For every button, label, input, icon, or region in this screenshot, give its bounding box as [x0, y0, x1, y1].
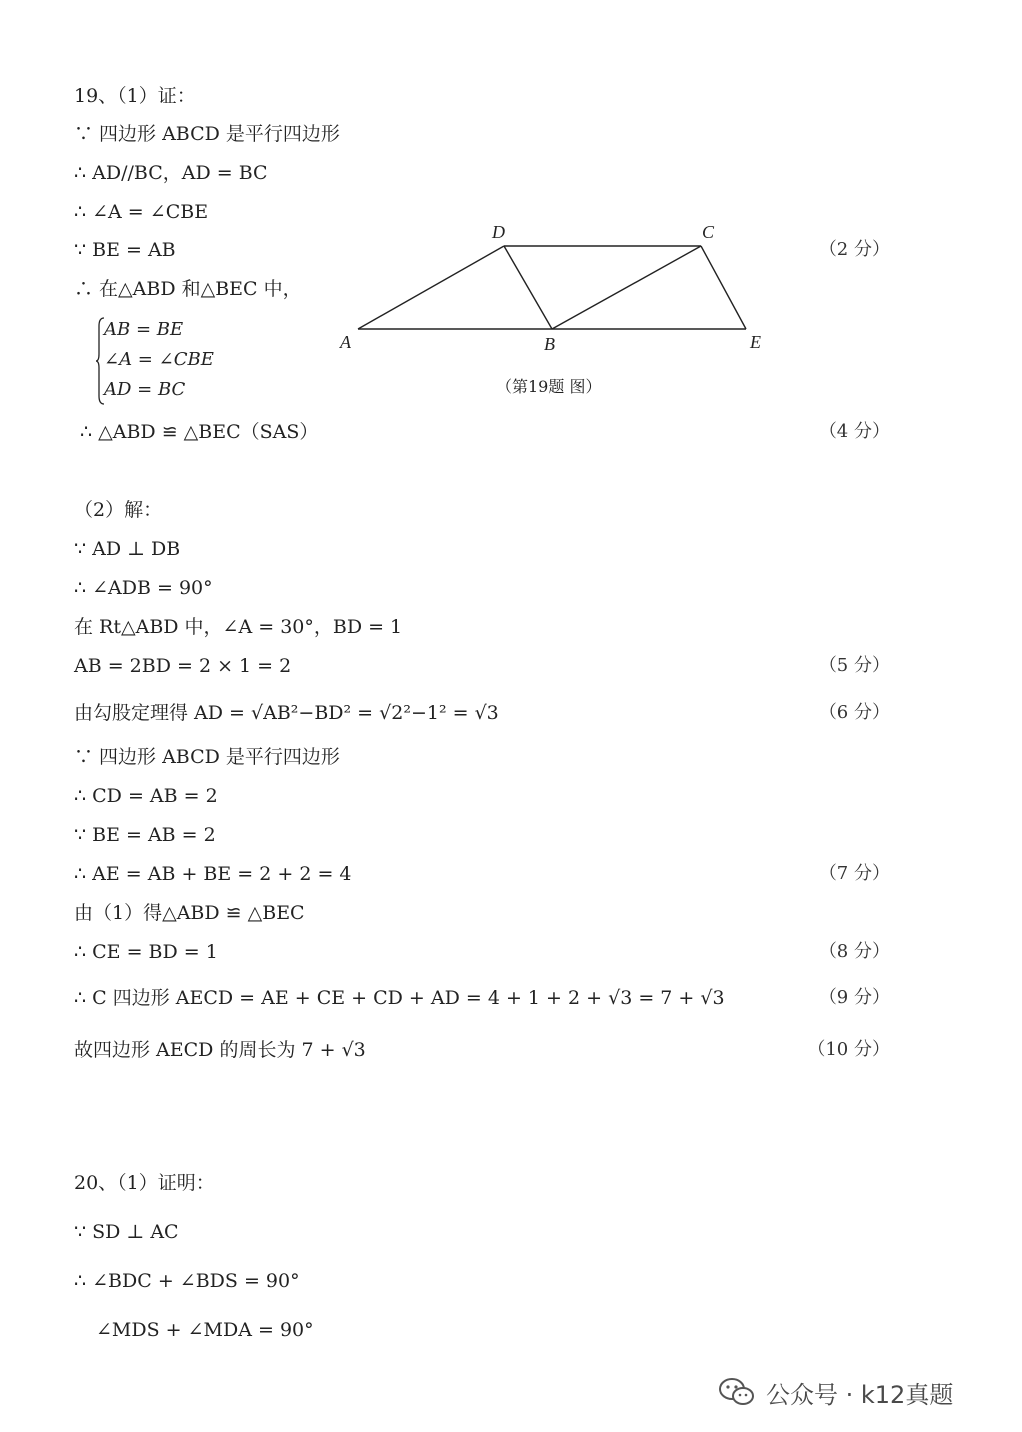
score-7: （7 分） [818, 863, 890, 884]
q19-p-1: ∵ AD ⊥ DB [74, 538, 181, 560]
score-6: （6 分） [818, 702, 890, 723]
label-E: E [750, 332, 761, 352]
q19-p-4: AB = 2BD = 2 × 1 = 2 [74, 655, 292, 677]
segment-AD [358, 246, 504, 329]
q19-p-2: ∴ ∠ADB = 90° [74, 577, 213, 599]
score-2: （2 分） [818, 239, 890, 260]
q19-p-9: ∴ AE = AB + BE = 2 + 2 = 4 [74, 863, 352, 885]
figure-caption: （第19题 图） [496, 377, 602, 396]
q19-p-7: ∴ CD = AB = 2 [74, 785, 218, 807]
q19-p-13: 故四边形 AECD 的周长为 7 + √3 [74, 1039, 366, 1061]
watermark-text: 公众号 · k12真题 [766, 1380, 954, 1409]
q19-line-5: ∴ 在△ABD 和△BEC 中， [74, 278, 302, 300]
score-5: （5 分） [818, 655, 890, 676]
q19-line-2: ∴ AD//BC，AD = BC [74, 162, 268, 184]
q19-p-12: ∴ C 四边形 AECD = AE + CE + CD + AD = 4 + 1 + 2 + √3 = 7 + √3 [74, 987, 725, 1009]
q19-line-1: ∵ 四边形 ABCD 是平行四边形 [74, 123, 340, 145]
q20-line-2: ∴ ∠BDC + ∠BDS = 90° [74, 1270, 300, 1292]
parallelogram-figure [330, 215, 780, 365]
q20-header: 20、（1）证明： [74, 1172, 215, 1194]
q19-line-6: ∴ △ABD ≌ △BEC（SAS） [80, 421, 319, 443]
q19-p-3: 在 Rt△ABD 中，∠A = 30°，BD = 1 [74, 616, 403, 638]
q19-p-10: 由（1）得△ABD ≌ △BEC [74, 902, 305, 924]
watermark [718, 1372, 953, 1412]
score-9: （9 分） [818, 987, 890, 1008]
segment-CE [701, 246, 746, 329]
brace-line-1: AB = BE [104, 319, 184, 340]
q19-p-5: 由勾股定理得 AD = √AB²−BD² = √2²−1² = √3 [74, 702, 499, 724]
brace-line-2: ∠A = ∠CBE [104, 349, 214, 370]
q20-line-3: ∠MDS + ∠MDA = 90° [96, 1319, 314, 1341]
q19-p-11: ∴ CE = BD = 1 [74, 941, 218, 963]
condition-brace-group [96, 316, 236, 406]
q19-p-8: ∵ BE = AB = 2 [74, 824, 216, 846]
q19-part2-header: （2）解： [74, 499, 163, 521]
brace-line-3: AD = BC [104, 379, 186, 400]
q19-p-6: ∵ 四边形 ABCD 是平行四边形 [74, 746, 340, 768]
q19-line-3: ∴ ∠A = ∠CBE [74, 201, 209, 223]
segment-BC [552, 246, 701, 329]
label-B: B [544, 334, 555, 354]
wechat-icon [718, 1377, 756, 1407]
segment-DB [504, 246, 552, 329]
q20-line-1: ∵ SD ⊥ AC [74, 1221, 179, 1243]
label-D: D [492, 222, 505, 242]
label-A: A [340, 332, 351, 352]
score-4: （4 分） [818, 421, 890, 442]
score-10: （10 分） [807, 1039, 890, 1060]
q19-header: 19、（1）证： [74, 85, 196, 107]
q19-line-4: ∵ BE = AB [74, 239, 176, 261]
label-C: C [702, 222, 715, 242]
score-8: （8 分） [818, 941, 890, 962]
